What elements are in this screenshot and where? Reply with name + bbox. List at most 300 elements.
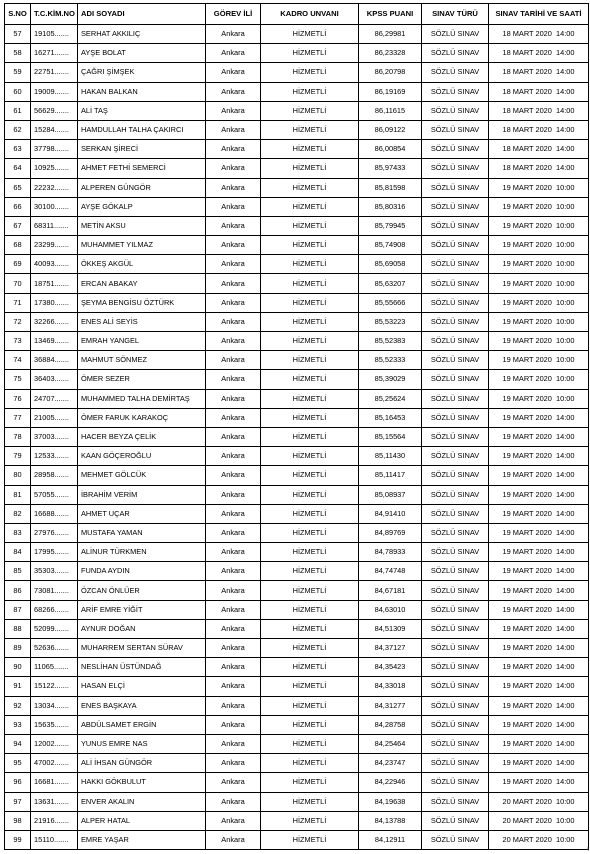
row-kpss: 85,55666 xyxy=(359,293,422,312)
header-name: ADI SOYADI xyxy=(78,4,206,25)
row-kpss: 86,20798 xyxy=(359,63,422,82)
row-sinav: SÖZLÜ SINAV xyxy=(422,581,489,600)
table-header-row xyxy=(5,4,589,25)
row-tarih xyxy=(489,370,589,389)
row-name: ÖMER SEZER xyxy=(78,370,206,389)
row-sno: 97 xyxy=(5,792,31,811)
row-date: 19 MART 2020 xyxy=(502,739,552,749)
header-sinav: SINAV TÜRÜ xyxy=(422,4,489,25)
table-row xyxy=(5,447,589,466)
row-date: 18 MART 2020 xyxy=(502,144,552,154)
row-sno: 82 xyxy=(5,504,31,523)
row-kadro: HİZMETLİ xyxy=(261,466,359,485)
candidate-table xyxy=(4,3,589,850)
row-sinav: SÖZLÜ SINAV xyxy=(422,830,489,849)
row-date: 19 MART 2020 xyxy=(502,182,552,192)
row-sno: 79 xyxy=(5,447,31,466)
row-kpss: 84,74748 xyxy=(359,562,422,581)
row-kadro: HİZMETLİ xyxy=(261,677,359,696)
row-kpss: 84,12911 xyxy=(359,830,422,849)
table-row xyxy=(5,140,589,159)
table-row xyxy=(5,715,589,734)
row-kadro: HİZMETLİ xyxy=(261,140,359,159)
row-kadro: HİZMETLİ xyxy=(261,370,359,389)
row-time: 14:00 xyxy=(556,662,575,672)
row-time: 14:00 xyxy=(556,643,575,653)
row-name: SERHAT AKKILIÇ xyxy=(78,25,206,44)
row-sinav: SÖZLÜ SINAV xyxy=(422,351,489,370)
table-row xyxy=(5,811,589,830)
row-gorev: Ankara xyxy=(206,159,261,178)
row-tarih xyxy=(489,504,589,523)
row-tc: 22232....... xyxy=(31,178,78,197)
row-time: 14:00 xyxy=(556,758,575,768)
row-tc: 16681....... xyxy=(31,773,78,792)
row-tc: 56629....... xyxy=(31,101,78,120)
page-mark: 4 xyxy=(586,847,589,853)
row-gorev: Ankara xyxy=(206,255,261,274)
row-tc: 13469....... xyxy=(31,332,78,351)
row-tarih xyxy=(489,715,589,734)
row-kadro: HİZMETLİ xyxy=(261,754,359,773)
row-gorev: Ankara xyxy=(206,370,261,389)
table-row xyxy=(5,332,589,351)
row-sinav: SÖZLÜ SINAV xyxy=(422,332,489,351)
row-kpss: 85,81598 xyxy=(359,178,422,197)
row-gorev: Ankara xyxy=(206,600,261,619)
row-date: 19 MART 2020 xyxy=(502,316,552,326)
row-time: 10:00 xyxy=(556,240,575,250)
row-sinav: SÖZLÜ SINAV xyxy=(422,82,489,101)
table-row xyxy=(5,159,589,178)
row-time: 14:00 xyxy=(556,585,575,595)
row-time: 10:00 xyxy=(556,355,575,365)
row-kadro: HİZMETLİ xyxy=(261,216,359,235)
row-name: MUSTAFA YAMAN xyxy=(78,523,206,542)
row-tarih xyxy=(489,696,589,715)
table-row xyxy=(5,485,589,504)
row-time: 14:00 xyxy=(556,777,575,787)
row-kpss: 86,23328 xyxy=(359,44,422,63)
row-sno: 75 xyxy=(5,370,31,389)
row-gorev: Ankara xyxy=(206,619,261,638)
row-time: 14:00 xyxy=(556,508,575,518)
row-time: 10:00 xyxy=(556,278,575,288)
header-kadro: KADRO UNVANI xyxy=(261,4,359,25)
row-tarih xyxy=(489,178,589,197)
row-kadro: HİZMETLİ xyxy=(261,696,359,715)
row-sno: 84 xyxy=(5,543,31,562)
row-name: ŞEYMA BENGİSU ÖZTÜRK xyxy=(78,293,206,312)
table-row xyxy=(5,389,589,408)
row-sinav: SÖZLÜ SINAV xyxy=(422,562,489,581)
table-row xyxy=(5,523,589,542)
row-kadro: HİZMETLİ xyxy=(261,734,359,753)
row-tarih xyxy=(489,754,589,773)
row-sinav: SÖZLÜ SINAV xyxy=(422,159,489,178)
row-date: 19 MART 2020 xyxy=(502,585,552,595)
row-sno: 77 xyxy=(5,408,31,427)
row-kadro: HİZMETLİ xyxy=(261,63,359,82)
row-date: 19 MART 2020 xyxy=(502,508,552,518)
row-kadro: HİZMETLİ xyxy=(261,351,359,370)
row-kpss: 86,11615 xyxy=(359,101,422,120)
row-tc: 11065....... xyxy=(31,658,78,677)
row-sno: 76 xyxy=(5,389,31,408)
row-date: 20 MART 2020 xyxy=(502,796,552,806)
table-row xyxy=(5,792,589,811)
row-date: 19 MART 2020 xyxy=(502,681,552,691)
row-tarih xyxy=(489,274,589,293)
row-name: İBRAHİM VERİM xyxy=(78,485,206,504)
row-name: EMRAH YANGEL xyxy=(78,332,206,351)
row-tarih xyxy=(489,734,589,753)
row-tarih xyxy=(489,63,589,82)
row-time: 14:00 xyxy=(556,566,575,576)
row-date: 18 MART 2020 xyxy=(502,29,552,39)
row-time: 10:00 xyxy=(556,796,575,806)
row-tarih xyxy=(489,351,589,370)
row-kadro: HİZMETLİ xyxy=(261,543,359,562)
row-gorev: Ankara xyxy=(206,408,261,427)
row-kadro: HİZMETLİ xyxy=(261,178,359,197)
row-tc: 36403....... xyxy=(31,370,78,389)
row-tc: 15122....... xyxy=(31,677,78,696)
row-sno: 99 xyxy=(5,830,31,849)
table-row xyxy=(5,754,589,773)
row-time: 14:00 xyxy=(556,29,575,39)
row-tc: 19105....... xyxy=(31,25,78,44)
row-tarih xyxy=(489,485,589,504)
row-date: 19 MART 2020 xyxy=(502,336,552,346)
row-sno: 72 xyxy=(5,312,31,331)
row-date: 18 MART 2020 xyxy=(502,67,552,77)
row-tc: 28958....... xyxy=(31,466,78,485)
row-name: ALPEREN GÜNGÖR xyxy=(78,178,206,197)
row-kadro: HİZMETLİ xyxy=(261,562,359,581)
row-tarih xyxy=(489,773,589,792)
row-kpss: 84,33018 xyxy=(359,677,422,696)
row-tarih xyxy=(489,82,589,101)
row-date: 19 MART 2020 xyxy=(502,527,552,537)
row-kpss: 85,80316 xyxy=(359,197,422,216)
row-gorev: Ankara xyxy=(206,658,261,677)
table-row xyxy=(5,101,589,120)
row-sno: 94 xyxy=(5,734,31,753)
table-row xyxy=(5,82,589,101)
row-tarih xyxy=(489,562,589,581)
row-tarih xyxy=(489,408,589,427)
row-gorev: Ankara xyxy=(206,351,261,370)
row-tc: 52636....... xyxy=(31,639,78,658)
row-sno: 57 xyxy=(5,25,31,44)
row-kpss: 84,89769 xyxy=(359,523,422,542)
row-sno: 83 xyxy=(5,523,31,542)
row-tc: 68311....... xyxy=(31,216,78,235)
row-kpss: 84,22946 xyxy=(359,773,422,792)
row-time: 10:00 xyxy=(556,182,575,192)
row-date: 19 MART 2020 xyxy=(502,604,552,614)
row-name: MAHMUT SÖNMEZ xyxy=(78,351,206,370)
row-date: 19 MART 2020 xyxy=(502,566,552,576)
row-gorev: Ankara xyxy=(206,82,261,101)
row-kadro: HİZMETLİ xyxy=(261,773,359,792)
row-tc: 68266....... xyxy=(31,600,78,619)
row-tarih xyxy=(489,600,589,619)
row-date: 19 MART 2020 xyxy=(502,470,552,480)
row-tc: 24707....... xyxy=(31,389,78,408)
table-row xyxy=(5,504,589,523)
row-date: 19 MART 2020 xyxy=(502,489,552,499)
row-gorev: Ankara xyxy=(206,715,261,734)
row-name: NESLİHAN ÜSTÜNDAĞ xyxy=(78,658,206,677)
row-tarih xyxy=(489,236,589,255)
row-gorev: Ankara xyxy=(206,178,261,197)
table-body xyxy=(5,25,589,850)
row-sno: 93 xyxy=(5,715,31,734)
row-time: 14:00 xyxy=(556,67,575,77)
row-gorev: Ankara xyxy=(206,562,261,581)
row-gorev: Ankara xyxy=(206,25,261,44)
row-name: HASAN ELÇİ xyxy=(78,677,206,696)
row-gorev: Ankara xyxy=(206,811,261,830)
row-sno: 98 xyxy=(5,811,31,830)
row-gorev: Ankara xyxy=(206,773,261,792)
row-kadro: HİZMETLİ xyxy=(261,581,359,600)
row-tc: 47002....... xyxy=(31,754,78,773)
row-time: 14:00 xyxy=(556,700,575,710)
row-kadro: HİZMETLİ xyxy=(261,600,359,619)
header-kpss: KPSS PUANI xyxy=(359,4,422,25)
row-sinav: SÖZLÜ SINAV xyxy=(422,792,489,811)
row-name: MUHARREM SERTAN SÜRAV xyxy=(78,639,206,658)
row-kadro: HİZMETLİ xyxy=(261,639,359,658)
row-tarih xyxy=(489,140,589,159)
row-time: 14:00 xyxy=(556,719,575,729)
row-date: 18 MART 2020 xyxy=(502,105,552,115)
row-time: 14:00 xyxy=(556,527,575,537)
row-kpss: 85,11430 xyxy=(359,447,422,466)
row-tc: 13631....... xyxy=(31,792,78,811)
row-tc: 30100....... xyxy=(31,197,78,216)
row-name: ABDÜLSAMET ERGİN xyxy=(78,715,206,734)
row-kadro: HİZMETLİ xyxy=(261,293,359,312)
row-sno: 89 xyxy=(5,639,31,658)
header-tc: T.C.KİM.NO xyxy=(31,4,78,25)
row-time: 10:00 xyxy=(556,336,575,346)
row-tc: 15110....... xyxy=(31,830,78,849)
row-gorev: Ankara xyxy=(206,504,261,523)
row-gorev: Ankara xyxy=(206,274,261,293)
row-tarih xyxy=(489,25,589,44)
row-tc: 35303....... xyxy=(31,562,78,581)
row-kadro: HİZMETLİ xyxy=(261,389,359,408)
row-kadro: HİZMETLİ xyxy=(261,447,359,466)
row-gorev: Ankara xyxy=(206,792,261,811)
row-sinav: SÖZLÜ SINAV xyxy=(422,312,489,331)
table-row xyxy=(5,562,589,581)
row-tarih xyxy=(489,332,589,351)
row-name: ALİ TAŞ xyxy=(78,101,206,120)
row-tarih xyxy=(489,101,589,120)
row-time: 14:00 xyxy=(556,547,575,557)
row-date: 20 MART 2020 xyxy=(502,834,552,844)
row-tarih xyxy=(489,44,589,63)
row-time: 10:00 xyxy=(556,201,575,211)
row-tc: 37003....... xyxy=(31,427,78,446)
row-sinav: SÖZLÜ SINAV xyxy=(422,485,489,504)
row-sno: 80 xyxy=(5,466,31,485)
row-date: 19 MART 2020 xyxy=(502,201,552,211)
row-time: 14:00 xyxy=(556,105,575,115)
row-tc: 16271....... xyxy=(31,44,78,63)
row-tarih xyxy=(489,830,589,849)
row-tarih xyxy=(489,466,589,485)
row-sno: 90 xyxy=(5,658,31,677)
row-sno: 85 xyxy=(5,562,31,581)
row-sinav: SÖZLÜ SINAV xyxy=(422,120,489,139)
row-sno: 86 xyxy=(5,581,31,600)
row-time: 10:00 xyxy=(556,374,575,384)
row-sno: 59 xyxy=(5,63,31,82)
header-sno: S.NO xyxy=(5,4,31,25)
row-time: 14:00 xyxy=(556,470,575,480)
row-gorev: Ankara xyxy=(206,101,261,120)
row-kadro: HİZMETLİ xyxy=(261,332,359,351)
row-date: 19 MART 2020 xyxy=(502,451,552,461)
row-kadro: HİZMETLİ xyxy=(261,159,359,178)
row-kpss: 84,28758 xyxy=(359,715,422,734)
row-gorev: Ankara xyxy=(206,696,261,715)
row-gorev: Ankara xyxy=(206,120,261,139)
row-sno: 78 xyxy=(5,427,31,446)
row-kadro: HİZMETLİ xyxy=(261,485,359,504)
row-time: 10:00 xyxy=(556,834,575,844)
row-tc: 13034....... xyxy=(31,696,78,715)
row-kadro: HİZMETLİ xyxy=(261,44,359,63)
row-gorev: Ankara xyxy=(206,543,261,562)
row-kpss: 85,53223 xyxy=(359,312,422,331)
row-sno: 67 xyxy=(5,216,31,235)
row-sno: 65 xyxy=(5,178,31,197)
row-date: 19 MART 2020 xyxy=(502,297,552,307)
row-sno: 73 xyxy=(5,332,31,351)
row-time: 14:00 xyxy=(556,412,575,422)
header-gorev: GÖREV İLİ xyxy=(206,4,261,25)
row-kadro: HİZMETLİ xyxy=(261,504,359,523)
row-sno: 91 xyxy=(5,677,31,696)
row-kadro: HİZMETLİ xyxy=(261,619,359,638)
row-name: HACER BEYZA ÇELİK xyxy=(78,427,206,446)
row-sno: 70 xyxy=(5,274,31,293)
row-sinav: SÖZLÜ SINAV xyxy=(422,639,489,658)
row-name: YUNUS EMRE NAS xyxy=(78,734,206,753)
table-row xyxy=(5,696,589,715)
row-gorev: Ankara xyxy=(206,677,261,696)
row-kadro: HİZMETLİ xyxy=(261,25,359,44)
table-row xyxy=(5,830,589,849)
row-kpss: 84,19638 xyxy=(359,792,422,811)
row-kpss: 84,67181 xyxy=(359,581,422,600)
row-name: ALİNUR TÜRKMEN xyxy=(78,543,206,562)
row-kadro: HİZMETLİ xyxy=(261,120,359,139)
row-kpss: 85,69058 xyxy=(359,255,422,274)
row-gorev: Ankara xyxy=(206,830,261,849)
row-name: HAKKI GÖKBULUT xyxy=(78,773,206,792)
table-row xyxy=(5,639,589,658)
row-kadro: HİZMETLİ xyxy=(261,715,359,734)
row-kpss: 85,52383 xyxy=(359,332,422,351)
row-sno: 66 xyxy=(5,197,31,216)
row-gorev: Ankara xyxy=(206,485,261,504)
row-kadro: HİZMETLİ xyxy=(261,830,359,849)
row-gorev: Ankara xyxy=(206,332,261,351)
row-time: 14:00 xyxy=(556,125,575,135)
row-name: MUHAMMET YILMAZ xyxy=(78,236,206,255)
row-name: MEHMET GÖLCÜK xyxy=(78,466,206,485)
row-sinav: SÖZLÜ SINAV xyxy=(422,236,489,255)
row-name: ARİF EMRE YİĞİT xyxy=(78,600,206,619)
row-time: 10:00 xyxy=(556,316,575,326)
row-gorev: Ankara xyxy=(206,216,261,235)
row-kadro: HİZMETLİ xyxy=(261,236,359,255)
row-tarih xyxy=(489,312,589,331)
row-date: 19 MART 2020 xyxy=(502,259,552,269)
row-name: AYŞE BOLAT xyxy=(78,44,206,63)
row-tc: 32266....... xyxy=(31,312,78,331)
row-kadro: HİZMETLİ xyxy=(261,255,359,274)
table-row xyxy=(5,619,589,638)
row-date: 18 MART 2020 xyxy=(502,86,552,96)
row-gorev: Ankara xyxy=(206,466,261,485)
row-kpss: 85,74908 xyxy=(359,236,422,255)
row-date: 19 MART 2020 xyxy=(502,623,552,633)
row-time: 14:00 xyxy=(556,48,575,58)
row-name: ÖZCAN ÖNLÜER xyxy=(78,581,206,600)
row-time: 10:00 xyxy=(556,297,575,307)
row-sinav: SÖZLÜ SINAV xyxy=(422,44,489,63)
row-sno: 87 xyxy=(5,600,31,619)
table-row xyxy=(5,543,589,562)
row-kadro: HİZMETLİ xyxy=(261,792,359,811)
row-date: 19 MART 2020 xyxy=(502,278,552,288)
header-tarih: SINAV TARİHİ VE SAATİ xyxy=(489,4,589,25)
row-sinav: SÖZLÜ SINAV xyxy=(422,504,489,523)
row-tarih xyxy=(489,811,589,830)
row-kadro: HİZMETLİ xyxy=(261,658,359,677)
row-tc: 73081....... xyxy=(31,581,78,600)
row-tc: 10925....... xyxy=(31,159,78,178)
row-name: EMRE YAŞAR xyxy=(78,830,206,849)
row-date: 18 MART 2020 xyxy=(502,125,552,135)
row-gorev: Ankara xyxy=(206,523,261,542)
row-kadro: HİZMETLİ xyxy=(261,523,359,542)
row-date: 19 MART 2020 xyxy=(502,412,552,422)
row-name: ALİ İHSAN GÜNGÖR xyxy=(78,754,206,773)
row-sinav: SÖZLÜ SINAV xyxy=(422,140,489,159)
row-tc: 19009....... xyxy=(31,82,78,101)
row-tc: 12533....... xyxy=(31,447,78,466)
row-sinav: SÖZLÜ SINAV xyxy=(422,715,489,734)
row-time: 10:00 xyxy=(556,259,575,269)
row-name: AHMET UÇAR xyxy=(78,504,206,523)
row-kpss: 85,39029 xyxy=(359,370,422,389)
row-tarih xyxy=(489,255,589,274)
row-tc: 12002....... xyxy=(31,734,78,753)
row-kadro: HİZMETLİ xyxy=(261,427,359,446)
row-name: KAAN GÖÇEROĞLU xyxy=(78,447,206,466)
row-time: 14:00 xyxy=(556,144,575,154)
